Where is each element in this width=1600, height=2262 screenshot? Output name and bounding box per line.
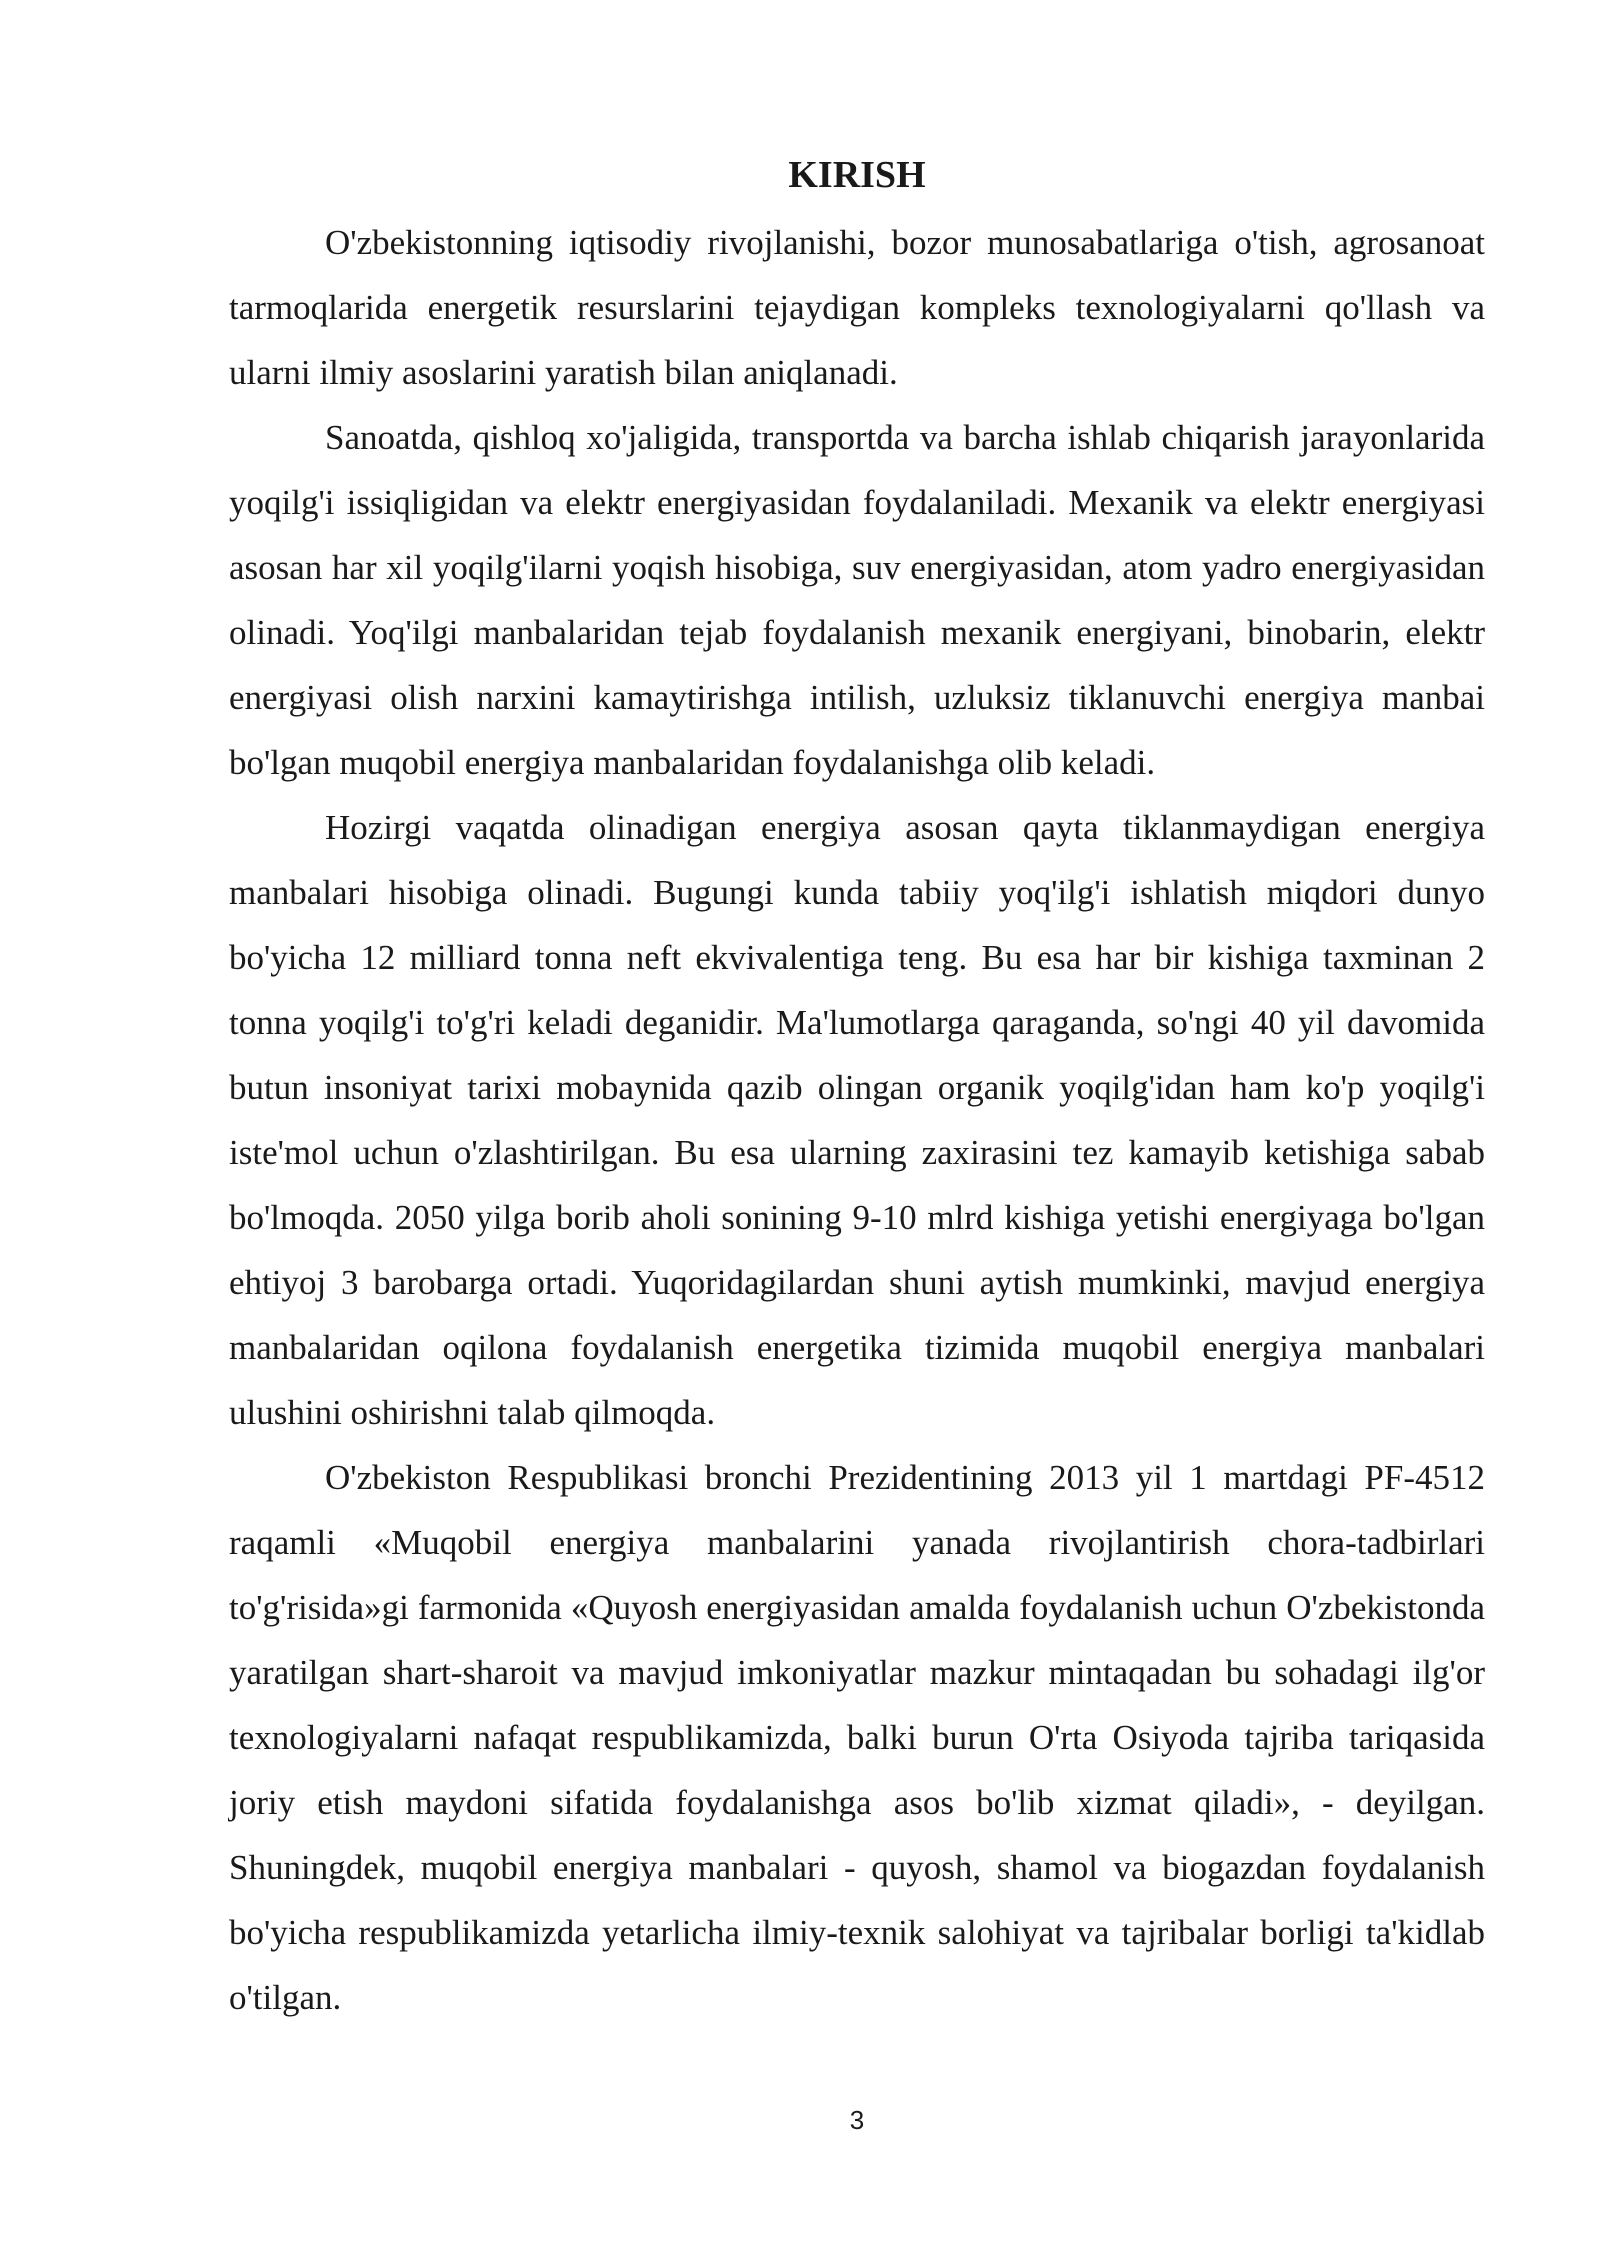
paragraph-3: Hozirgi vaqatda olinadigan energiya asosan qayta tiklanmaydigan energiya manbalari hisobiga olinadi. Bugungi kunda tabiiy yoq'ilg'i ishlatish miqdori dunyo bo'yicha 12 milliard tonna neft ekvivalentiga teng. Bu esa har bir kishiga taxminan 2 tonna yoqilg'i to'g'ri keladi deganidir. Ma'lumotlarga qaraganda, so'ngi 40 yil davomida butun insoniyat tarixi mobaynida qazib olingan organik yoqilg'idan ham ko'p yoqilg'i iste'mol uchun o'zlashtirilgan. Bu esa ularning zaxirasini tez kamayib ketishiga sabab bo'lmoqda. 2050 yilga borib aholi sonining 9-10 mlrd kishiga yetishi energiyaga bo'lgan ehtiyoj 3 barobarga ortadi. Yuqoridagilardan shuni aytish mumkinki, mavjud energiya manbalaridan oqilona foydalanish energetika tizimida muqobil energiya manbalari ulushini oshirishni talab qilmoqda.: [229, 808, 1485, 1432]
body-text: [229, 210, 1485, 2030]
section-title: KIRISH: [788, 154, 926, 196]
paragraph-2: Sanoatda, qishloq xo'jaligida, transportda va barcha ishlab chiqarish jarayonlarida yoqilg'i issiqligidan va elektr energiyasidan foydalaniladi. Mexanik va elektr energiyasi asosan har xil yoqilg'ilarni yoqish hisobiga, suv energiyasidan, atom yadro energiyasidan olinadi. Yoq'ilgi manbalaridan tejab foydalanish mexanik energiyani, binobarin, elektr energiyasi olish narxini kamaytirishga intilish, uzluksiz tiklanuvchi energiya manbai bo'lgan muqobil energiya manbalaridan foydalanishga olib keladi.: [229, 418, 1485, 782]
paragraph-4: O'zbekiston Respublikasi bronchi Prezidentining 2013 yil 1 martdagi PF-4512 raqamli «Muqobil energiya manbalarini yanada rivojlantirish chora-tadbirlari to'g'risida»gi farmonida «Quyosh energiyasidan amalda foydalanish uchun O'zbekistonda yaratilgan shart-sharoit va mavjud imkoniyatlar mazkur mintaqadan bu sohadagi ilg'or texnologiyalarni nafaqat respublikamizda, balki burun O'rta Osiyoda tajriba tariqasida joriy etish maydoni sifatida foydalanishga asos bo'lib xizmat qiladi», - deyilgan. Shuningdek, muqobil energiya manbalari - quyosh, shamol va biogazdan foydalanish bo'yicha respublikamizda yetarlicha ilmiy-texnik salohiyat va tajribalar borligi ta'kidlab o'tilgan.: [229, 1458, 1485, 2017]
page-number: 3: [849, 2105, 865, 2135]
paragraph-1: O'zbekistonning iqtisodiy rivojlanishi, bozor munosabatlariga o'tish, agrosanoat tarmoqlarida energetik resurslarini tejaydigan kompleks texnologiyalarni qo'llash va ularni ilmiy asoslarini yaratish bilan aniqlanadi.: [229, 223, 1485, 392]
